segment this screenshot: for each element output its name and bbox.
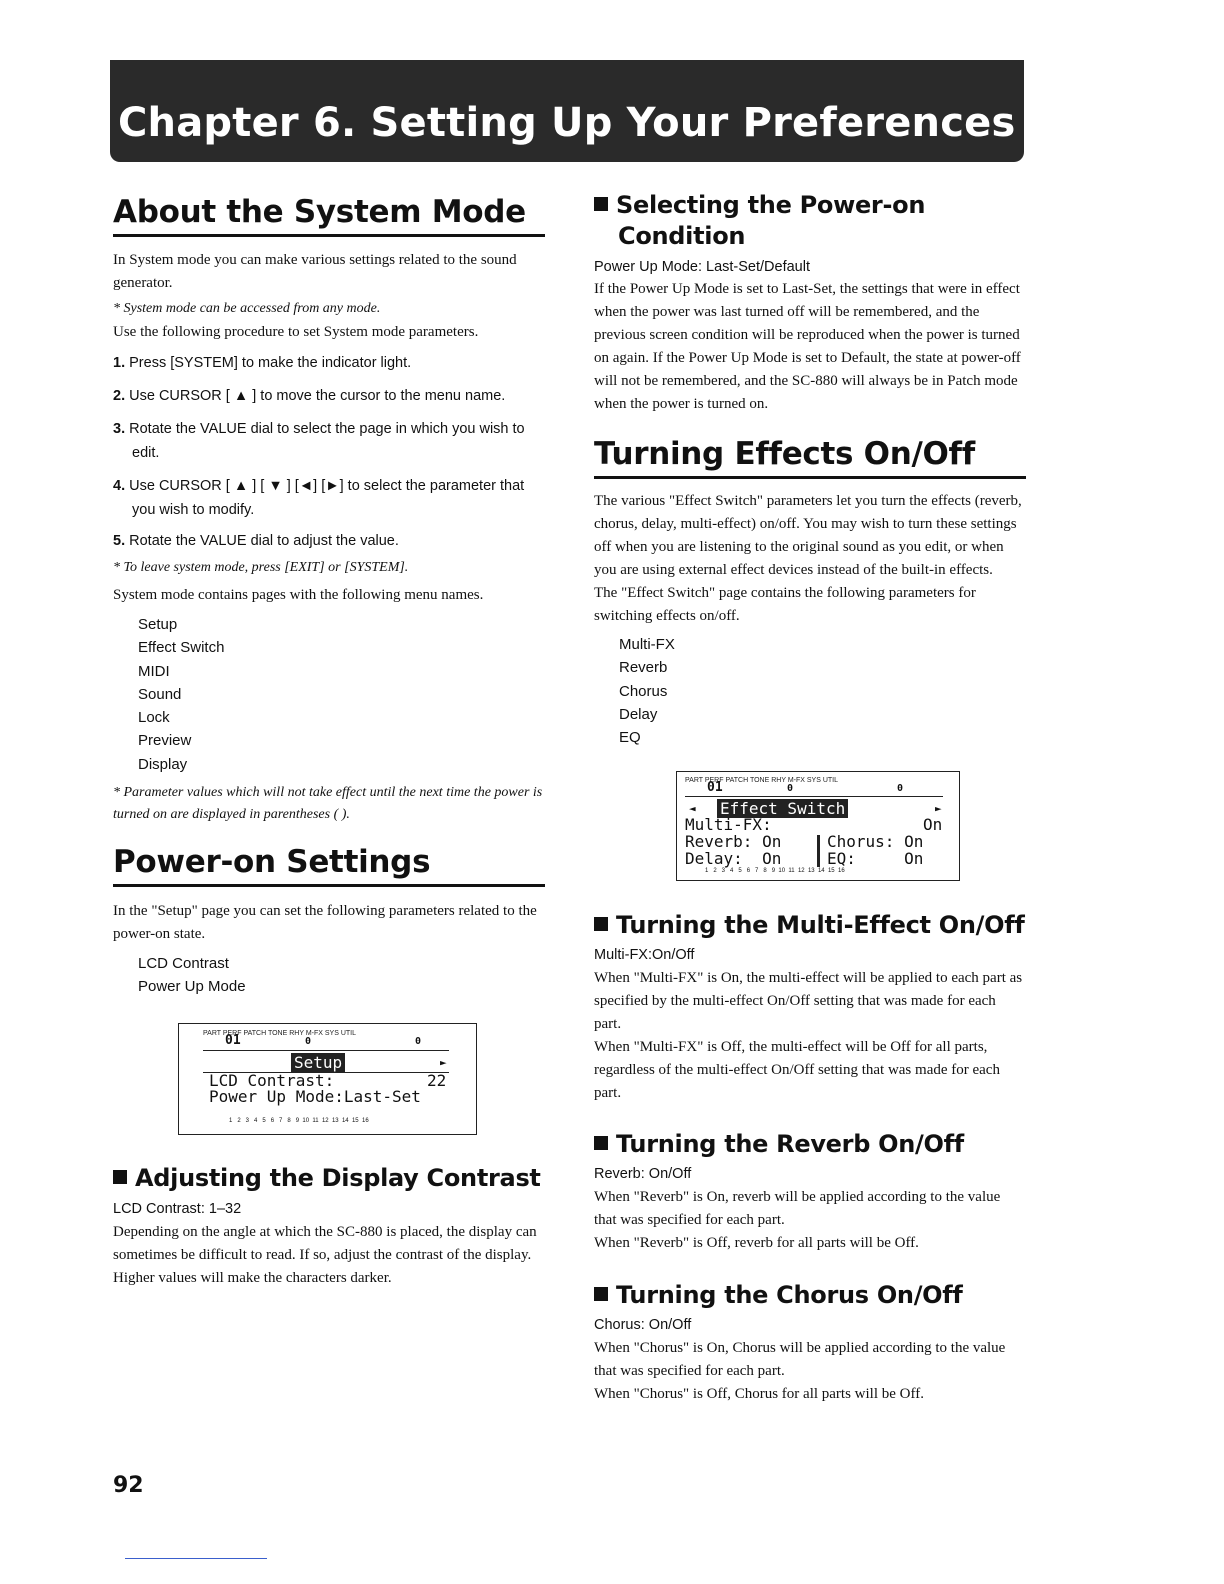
system-mode-heading: About the System Mode bbox=[113, 194, 545, 237]
lcd-title: Setup bbox=[291, 1054, 345, 1072]
step-item: 1. Press [SYSTEM] to make the indicator light. bbox=[113, 355, 412, 371]
system-mode-note1: * System mode can be accessed from any mode. bbox=[113, 301, 381, 316]
lcd-header: PART PERF PATCH TONE RHY M-FX SYS UTIL bbox=[685, 777, 838, 785]
menu-item: Lock bbox=[138, 709, 170, 727]
effects-list bbox=[594, 633, 1026, 749]
lcd-row2-right: Chorus: On bbox=[827, 832, 924, 852]
right-column bbox=[594, 190, 1026, 1406]
power-condition-heading: Selecting the Power-on Condition bbox=[594, 190, 1026, 252]
lcd-row2: Power Up Mode:Last-Set bbox=[209, 1086, 421, 1106]
system-mode-note2: * To leave system mode, press [EXIT] or [SYSTEM]. bbox=[113, 560, 409, 575]
lcd-row3-left: Delay: On bbox=[685, 849, 782, 869]
power-on-params bbox=[113, 952, 545, 999]
bullet-square bbox=[113, 1170, 127, 1184]
system-mode-note3: * Parameter values which will not take effect until the next time the power is turned on are displayed in parentheses ( ). bbox=[113, 785, 543, 823]
lcd-part-number: 01 bbox=[707, 780, 723, 796]
reverb-param: Reverb: On/Off bbox=[594, 1166, 692, 1183]
power-condition-body: If the Power Up Mode is set to Last-Set, the settings that were in effect when the power was last turned off will be remembered, and the previous screen condition will be reproduced when the power is turned on again. If the Power Up Mode is set to Default, the state at power-off will not be remembered, and the SC-880 will always be in Patch mode when the power is turned on. bbox=[594, 281, 1021, 412]
lcd-divider bbox=[203, 1050, 449, 1051]
contrast-body: Depending on the angle at which the SC-880 is placed, the display can sometimes be difficult to read. If so, adjust the contrast of the display. Higher values will make the characters darker. bbox=[113, 1223, 537, 1286]
lcd-title: Effect Switch bbox=[717, 800, 848, 818]
lcd-divider bbox=[685, 796, 943, 797]
left-column bbox=[113, 190, 545, 1290]
bullet-square bbox=[594, 917, 608, 931]
footer-rule bbox=[125, 1558, 267, 1559]
lcd-row1-value: 22 bbox=[427, 1070, 447, 1090]
lcd-row2-left: Reverb: On bbox=[685, 832, 782, 852]
lcd-header: PART PERF PATCH TONE RHY M-FX SYS UTIL bbox=[203, 1029, 356, 1037]
system-mode-procedure: Use the following procedure to set System mode parameters. bbox=[113, 324, 479, 340]
menu-item: Setup bbox=[138, 616, 178, 633]
menu-intro: System mode contains pages with the following menu names. bbox=[113, 587, 484, 603]
param-item: LCD Contrast bbox=[138, 955, 229, 973]
lcd-row1-value: On bbox=[923, 815, 943, 835]
multi-effect-body2: When "Multi-FX" is Off, the multi-effect will be Off for all parts, regardless of the multi-effect On/Off setting that was made for each part. bbox=[594, 1039, 1000, 1102]
effects-heading: Turning Effects On/Off bbox=[594, 436, 1026, 479]
lcd-sys-value: 0 bbox=[897, 783, 904, 795]
chorus-heading: Turning the Chorus On/Off bbox=[594, 1280, 1026, 1311]
step-item: 5. Rotate the VALUE dial to adjust the value. bbox=[113, 533, 399, 549]
lcd-separator bbox=[817, 835, 820, 867]
lcd-sys-value: 0 bbox=[415, 1035, 422, 1047]
lcd-part-number: 01 bbox=[225, 1032, 241, 1048]
bullet-square bbox=[594, 1136, 608, 1150]
contrast-heading: Adjusting the Display Contrast bbox=[113, 1163, 545, 1194]
lcd-row3-right: EQ: On bbox=[827, 849, 924, 869]
lcd-arrow: ► bbox=[440, 1055, 447, 1069]
page-number: 92 bbox=[113, 1473, 144, 1498]
lcd-left-arrow: ◄ bbox=[689, 802, 696, 816]
lcd-part-numbers: 1 2 3 4 5 6 7 8 9 10 11 12 13 14 15 16 bbox=[705, 868, 845, 875]
param-item: Power Up Mode bbox=[138, 978, 246, 996]
contrast-param: LCD Contrast: 1–32 bbox=[113, 1200, 242, 1217]
step-item: 2. Use CURSOR [ ▲ ] to move the cursor to the menu name. bbox=[113, 388, 506, 404]
effect-item: Reverb bbox=[619, 659, 668, 677]
menu-item: Display bbox=[138, 755, 188, 773]
step-item: 4. Use CURSOR [ ▲ ] [ ▼ ] [◄] [►] to select the parameter that you wish to modify. bbox=[113, 478, 525, 518]
chorus-param: Chorus: On/Off bbox=[594, 1317, 692, 1334]
bullet-square bbox=[594, 197, 608, 211]
power-on-heading: Power-on Settings bbox=[113, 844, 545, 887]
reverb-body2: When "Reverb" is Off, reverb for all parts will be Off. bbox=[594, 1235, 919, 1252]
lcd-patch-value: 0 bbox=[787, 783, 794, 795]
reverb-heading: Turning the Reverb On/Off bbox=[594, 1129, 1026, 1160]
effect-item: Chorus bbox=[619, 682, 668, 700]
effect-item: Delay bbox=[619, 705, 658, 723]
chapter-title: Chapter 6. Setting Up Your Preferences bbox=[118, 100, 1016, 146]
bullet-square bbox=[594, 1287, 608, 1301]
multi-effect-heading: Turning the Multi-Effect On/Off bbox=[594, 910, 1026, 941]
step-item: 3. Rotate the VALUE dial to select the page in which you wish to edit. bbox=[113, 421, 525, 461]
effects-body: The various "Effect Switch" parameters let you turn the effects (reverb, chorus, delay, multi-effect) on/off. You may wish to turn these settings off when you are listening to the original sound as you edit, or when you are using external effect devices instead of the built-in effects. bbox=[594, 493, 1022, 578]
setup-lcd-display bbox=[178, 1023, 477, 1135]
chorus-body2: When "Chorus" is Off, Chorus for all parts will be Off. bbox=[594, 1386, 924, 1403]
system-mode-intro: In System mode you can make various settings related to the sound generator. bbox=[113, 252, 517, 291]
power-condition-param: Power Up Mode: Last-Set/Default bbox=[594, 259, 810, 275]
effect-item: EQ bbox=[619, 729, 641, 747]
effect-switch-lcd-display bbox=[676, 771, 960, 881]
power-on-intro: In the "Setup" page you can set the following parameters related to the power-on state. bbox=[113, 903, 537, 943]
lcd-arrow: ► bbox=[935, 802, 942, 816]
effect-item: Multi-FX bbox=[619, 636, 675, 653]
menu-item: Sound bbox=[138, 685, 182, 703]
lcd-patch-value: 0 bbox=[305, 1035, 312, 1047]
menu-item: Effect Switch bbox=[138, 639, 225, 657]
chorus-body1: When "Chorus" is On, Chorus will be applied according to the value that was specified for each part. bbox=[594, 1340, 1006, 1380]
reverb-body1: When "Reverb" is On, reverb will be applied according to the value that was specified for each part. bbox=[594, 1189, 1001, 1229]
multi-effect-body1: When "Multi-FX" is On, the multi-effect will be applied to each part as specified by the multi-effect On/Off setting that was made for each part. bbox=[594, 970, 1023, 1033]
effects-list-intro: The "Effect Switch" page contains the following parameters for switching effects on/off. bbox=[594, 585, 976, 624]
lcd-part-numbers: 1 2 3 4 5 6 7 8 9 10 11 12 13 14 15 16 bbox=[229, 1117, 369, 1124]
lcd-row1-label: LCD Contrast: bbox=[209, 1070, 335, 1090]
lcd-row1-label: Multi-FX: bbox=[685, 815, 772, 835]
menu-list bbox=[113, 613, 545, 776]
steps-list bbox=[113, 351, 545, 553]
menu-item: Preview bbox=[138, 732, 192, 750]
multi-effect-param: Multi-FX:On/Off bbox=[594, 947, 695, 964]
menu-item: MIDI bbox=[138, 662, 170, 680]
